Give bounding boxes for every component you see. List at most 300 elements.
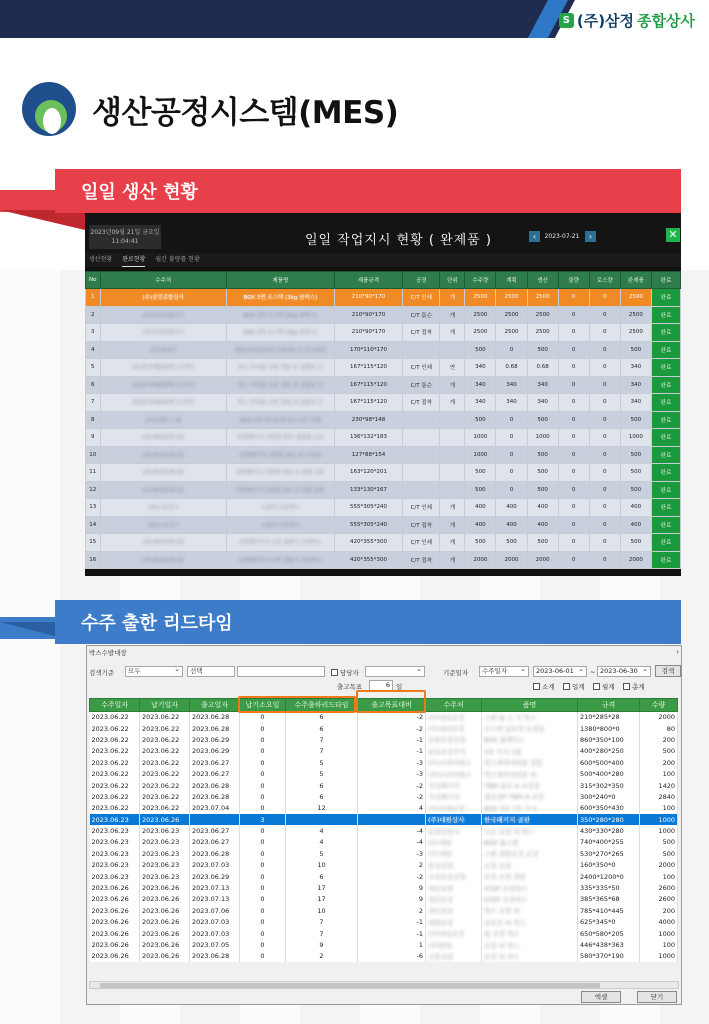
lead-time-cell: 스텐 결합포장 포장	[482, 848, 578, 859]
mes-column-header: 계획	[496, 272, 527, 289]
mes-table-row[interactable]	[86, 446, 681, 464]
mes-cell: BOX 3면 조스택 (3kg 원박스)	[226, 289, 334, 307]
mes-cell: 0	[589, 429, 620, 447]
search-keyword-input[interactable]	[237, 666, 325, 677]
mes-cell: 0	[589, 516, 620, 534]
mes-cell: 완료	[651, 446, 680, 464]
mes-cell: 340	[527, 376, 558, 394]
mes-cell: 16	[86, 551, 101, 569]
mes-table-row[interactable]	[86, 551, 681, 569]
mes-table-row[interactable]	[86, 499, 681, 517]
lead-time-row[interactable]	[90, 917, 678, 928]
mes-cell: 0	[589, 534, 620, 552]
lead-time-row[interactable]	[90, 746, 678, 757]
lead-time-cell: 600*350*430	[578, 803, 640, 814]
mes-cell: 완료	[651, 324, 680, 342]
mes-cell: 2	[86, 306, 101, 324]
mes-cell: 0	[496, 341, 527, 359]
lead-time-cell	[358, 814, 426, 825]
lead-time-cell: 0	[240, 939, 286, 950]
highlight-box-target-diff	[356, 690, 426, 713]
lead-time-cell: STEP 포장박스	[482, 882, 578, 893]
mes-cell: 0	[558, 446, 589, 464]
lead-time-cell: 0	[240, 780, 286, 791]
mes-cell: 박스 부속품 조판 전달 외 샘플링 인	[226, 376, 334, 394]
brand-name-suffix: 종합상사	[637, 12, 695, 30]
lead-time-cell: 580*370*190	[578, 951, 640, 962]
mes-cell: 한국클레이	[100, 341, 226, 359]
lead-time-cell: 100	[640, 768, 678, 779]
mes-table-row[interactable]	[86, 324, 681, 342]
lead-time-cell: 조스텐 납포장 포장용	[482, 723, 578, 734]
lead-time-row[interactable]	[90, 951, 678, 962]
lead-time-cell: 2023.06.26	[140, 905, 190, 916]
lead-time-cell: 210*285*28	[578, 712, 640, 723]
base-date-select[interactable]: 수주일자 ⌄	[479, 666, 529, 677]
lead-time-row[interactable]	[90, 712, 678, 723]
mes-cell: 400	[527, 499, 558, 517]
lead-time-cell: 7	[286, 746, 358, 757]
lead-time-cell: 500	[640, 848, 678, 859]
mes-cell: 단면패키지 간편한 회로 외 결합 종류	[226, 464, 334, 482]
mes-cell: 개	[440, 551, 465, 569]
mes-cell: 0	[589, 289, 620, 307]
manager-select[interactable]	[365, 666, 425, 677]
lead-time-cell: TBM 졸포 A 포장용	[482, 780, 578, 791]
mes-cell: (주)한국메탈플렉스코리아	[100, 376, 226, 394]
mes-cell: 500	[527, 464, 558, 482]
lead-time-cell: 우리포장산업	[426, 871, 482, 882]
search-criteria-select[interactable]: 모두 ⌄	[125, 666, 183, 677]
lead-time-cell: 0	[240, 757, 286, 768]
mes-column-header: 불량	[558, 272, 589, 289]
lead-time-cell: 2023.06.23	[140, 860, 190, 871]
lead-time-cell: 6	[286, 712, 358, 723]
mes-datetime	[89, 225, 161, 249]
mes-cell: (주)한국메탈플렉스코리아	[100, 394, 226, 412]
mes-cell: (주)스토리그	[100, 516, 226, 534]
lead-time-cell: 스텐 롤 소 식 박스	[482, 712, 578, 723]
lead-time-cell: -1	[358, 928, 426, 939]
checkbox-icon	[623, 683, 630, 690]
mes-date: 2023년09월 21일 금요일	[90, 229, 160, 236]
lead-time-row[interactable]	[90, 803, 678, 814]
lead-time-cell: 9	[358, 894, 426, 905]
mes-table-row[interactable]	[86, 394, 681, 412]
mes-cell: 2500	[620, 306, 651, 324]
lead-time-row[interactable]	[90, 825, 678, 836]
mes-cell: 500	[527, 446, 558, 464]
lead-time-cell: 2023.06.22	[140, 768, 190, 779]
lead-time-cell: 4	[286, 837, 358, 848]
lead-time-cell: 0	[240, 803, 286, 814]
lead-time-cell: 0	[240, 894, 286, 905]
lead-time-row[interactable]	[90, 848, 678, 859]
lead-time-column-header[interactable]: 수주처	[426, 699, 482, 712]
lead-time-cell: 2023.06.22	[140, 746, 190, 757]
grand-total-checkbox[interactable]	[623, 682, 645, 691]
mes-cell: 개	[440, 499, 465, 517]
mes-table-row[interactable]	[86, 534, 681, 552]
mes-cell: 0	[558, 551, 589, 569]
mes-cell	[403, 446, 440, 464]
mes-cell: 2500	[465, 324, 496, 342]
checkbox-icon	[563, 683, 570, 690]
mes-cell: C/T 접착	[403, 324, 440, 342]
lead-time-column-header[interactable]: 수주출하리드타임	[286, 699, 358, 712]
lead-time-column-header[interactable]: 납기일자	[140, 699, 190, 712]
lead-time-cell: (주)세림	[426, 837, 482, 848]
lead-time-cell: 300*240*0	[578, 791, 640, 802]
target-days-input[interactable]: 6	[369, 680, 393, 691]
mes-cell	[440, 446, 465, 464]
lead-time-row[interactable]	[90, 928, 678, 939]
lead-time-cell: 2023.06.26	[140, 814, 190, 825]
mes-cell	[403, 481, 440, 499]
mes-table-row[interactable]	[86, 481, 681, 499]
mes-cell	[440, 341, 465, 359]
lead-time-cell: 세진포장	[426, 905, 482, 916]
mes-cell: 개	[440, 306, 465, 324]
section-title-lead-time: 수주 출한 리드타임	[55, 600, 681, 644]
prev-date-button[interactable]: ‹	[529, 231, 540, 242]
lead-time-cell: 2023.06.28	[190, 848, 240, 859]
lead-time-column-header[interactable]: 수량	[640, 699, 678, 712]
lead-time-cell: 2023.07.13	[190, 894, 240, 905]
daily-total-label: 일계	[572, 683, 585, 691]
mes-column-header: 수주처	[100, 272, 226, 289]
mes-cell: 0	[589, 481, 620, 499]
lead-time-cell: 2023.06.22	[140, 803, 190, 814]
lead-time-cell: 5	[286, 768, 358, 779]
subtotal-checkbox[interactable]	[533, 682, 555, 691]
mes-cell: 400	[465, 516, 496, 534]
lead-time-cell: 2023.06.26	[140, 917, 190, 928]
lead-time-row[interactable]	[90, 837, 678, 848]
mes-cell: 개	[440, 376, 465, 394]
lead-time-cell: 200	[640, 905, 678, 916]
lead-time-cell: 430*330*280	[578, 825, 640, 836]
mes-cell: 0	[558, 534, 589, 552]
search-criteria-label: 검색기준	[89, 669, 115, 677]
mes-cell: 4	[86, 341, 101, 359]
lead-time-cell: 17	[286, 894, 358, 905]
mes-cell: 500	[465, 481, 496, 499]
mes-cell: 완료	[651, 289, 680, 307]
window-title: 박스수발대장	[89, 649, 127, 657]
mes-table-row[interactable]	[86, 341, 681, 359]
lead-time-cell: 4	[358, 803, 426, 814]
mes-cell: (주)에버밀레니엄	[100, 446, 226, 464]
lead-time-cell: 동화포장산업	[426, 734, 482, 745]
tab-production[interactable]: 생산현황	[89, 256, 113, 263]
mes-column-header: 완료	[651, 272, 680, 289]
mes-cell: 340	[620, 394, 651, 412]
lead-time-cell: 100	[640, 939, 678, 950]
lead-time-cell: 0	[240, 848, 286, 859]
lead-time-row[interactable]	[90, 814, 678, 825]
mes-cell: 6	[86, 376, 101, 394]
date-from-input[interactable]: 2023-06-01 ⌄	[533, 666, 587, 677]
lead-time-cell: 한성산업	[426, 860, 482, 871]
lead-time-cell: 385*365*68	[578, 894, 640, 905]
lead-time-cell: 2	[358, 905, 426, 916]
lead-time-cell: 1000	[640, 928, 678, 939]
lead-time-cell: -3	[358, 768, 426, 779]
mes-cell: 163*120*201	[334, 464, 402, 482]
mes-tabs	[85, 253, 681, 267]
close-window-button[interactable]: 닫기	[637, 991, 677, 1003]
mes-cell: 2500	[496, 306, 527, 324]
lead-time-cell: 2023.06.22	[140, 734, 190, 745]
lead-time-cell: (주)대성포장	[426, 928, 482, 939]
lead-time-cell: 2023.06.22	[90, 734, 140, 745]
lead-time-cell: 2023.06.23	[140, 837, 190, 848]
mes-cell: 133*130*167	[334, 481, 402, 499]
mes-table-row[interactable]	[86, 306, 681, 324]
section-corner	[0, 210, 85, 230]
mes-cell: 2500	[465, 306, 496, 324]
mes-table-row[interactable]	[86, 359, 681, 377]
lead-time-row[interactable]	[90, 757, 678, 768]
mes-cell: 500	[527, 534, 558, 552]
mes-cell: 0	[589, 446, 620, 464]
monthly-total-checkbox[interactable]	[593, 682, 615, 691]
lead-time-column-header[interactable]: 출고일자	[190, 699, 240, 712]
mes-cell	[440, 464, 465, 482]
mes-cell: 3	[86, 324, 101, 342]
lead-time-cell: 2023.06.27	[190, 768, 240, 779]
page-header	[22, 82, 398, 136]
horizontal-scrollbar[interactable]	[89, 981, 679, 989]
mes-cell: 500	[527, 481, 558, 499]
lead-time-cell: 7	[286, 928, 358, 939]
lead-time-column-header[interactable]: 품명	[482, 699, 578, 712]
mes-cell: 0	[589, 551, 620, 569]
mes-cell: 0	[589, 499, 620, 517]
lead-time-cell: -1	[358, 746, 426, 757]
target-label: 출고목표	[337, 683, 363, 691]
lead-time-cell: 0	[240, 837, 286, 848]
mes-table-row[interactable]	[86, 516, 681, 534]
lead-time-cell: 2840	[640, 791, 678, 802]
mes-cell: (주)삼정종합상사	[100, 324, 226, 342]
mes-cell: 500	[620, 411, 651, 429]
mes-cell: 0	[558, 359, 589, 377]
mes-cell: 0	[589, 306, 620, 324]
lead-time-cell: -2	[358, 871, 426, 882]
page-title: 생산공정시스템(MES)	[92, 94, 399, 131]
mes-cell: 단면패키지 F 1면 결합이 포장박스	[226, 534, 334, 552]
lead-time-row[interactable]	[90, 734, 678, 745]
mes-dashboard	[85, 213, 681, 576]
grand-total-label: 총계	[632, 683, 645, 691]
mes-cell: 단면패키지 간편한 회로 외 조포용	[226, 446, 334, 464]
mes-cell: 500	[465, 411, 496, 429]
lead-time-cell: 100	[640, 803, 678, 814]
lead-time-column-header[interactable]: 수주일자	[90, 699, 140, 712]
mes-cell: 14	[86, 516, 101, 534]
mes-cell: 0	[558, 481, 589, 499]
mes-cell: 400	[620, 499, 651, 517]
mes-cell: 500	[620, 341, 651, 359]
lead-time-cell: 1000	[640, 814, 678, 825]
mes-cell	[403, 429, 440, 447]
lead-time-cell: 600*500*400	[578, 757, 640, 768]
lead-time-column-header[interactable]: 납기소요일	[240, 699, 286, 712]
lead-time-table	[89, 698, 678, 962]
lead-time-cell: 2600	[640, 894, 678, 905]
lead-time-cell: 2023.06.22	[140, 712, 190, 723]
mes-cell: 340	[527, 394, 558, 412]
checkbox-icon	[593, 683, 600, 690]
mes-cell: 340	[465, 394, 496, 412]
lead-time-cell: 2023.06.26	[140, 882, 190, 893]
mes-cell: C/T 인쇄	[403, 534, 440, 552]
mes-cell: 167*115*120	[334, 394, 402, 412]
lead-time-cell: 3	[240, 814, 286, 825]
lead-time-cell: 동양산업사	[426, 825, 482, 836]
lead-time-row[interactable]	[90, 860, 678, 871]
mes-cell: 210*90*170	[334, 289, 402, 307]
lead-time-cell: 0	[240, 791, 286, 802]
lead-time-cell: 2023.06.29	[190, 871, 240, 882]
mes-cell: 소용량 포장박스	[226, 499, 334, 517]
lead-time-cell: 0	[240, 723, 286, 734]
mes-cell: 136*132*183	[334, 429, 402, 447]
lead-time-row[interactable]	[90, 791, 678, 802]
date-to-input[interactable]: 2023-06-30 ⌄	[597, 666, 651, 677]
mes-cell: 단면패키지 간편한 회로 외 결합 종류	[226, 481, 334, 499]
scrollbar-thumb[interactable]	[100, 983, 600, 988]
mes-cell: 완료	[651, 306, 680, 324]
lead-time-cell: 7	[286, 734, 358, 745]
lead-time-cell: (주)대원상사	[426, 814, 482, 825]
mes-cell: 12	[86, 481, 101, 499]
lead-time-cell: 2023.06.22	[90, 757, 140, 768]
mes-cell: 완료	[651, 376, 680, 394]
lead-time-row[interactable]	[90, 905, 678, 916]
lead-time-cell: 조포 포장 외 박스	[482, 825, 578, 836]
mes-cell: 170*110*170	[334, 341, 402, 359]
mes-cell: 167*115*120	[334, 376, 402, 394]
lead-time-cell: 2023.07.04	[190, 803, 240, 814]
lead-time-cell: 6	[286, 791, 358, 802]
mes-cell: (주)에버밀레니엄	[100, 534, 226, 552]
mes-cell: 2500	[527, 324, 558, 342]
lead-time-cell: 9	[358, 882, 426, 893]
section-accent	[0, 190, 60, 212]
lead-time-cell: 160*350*0	[578, 860, 640, 871]
manager-checkbox[interactable]	[331, 668, 359, 677]
mes-table-row[interactable]	[86, 289, 681, 307]
mes-cell: 2500	[527, 289, 558, 307]
mes-column-header: 수주량	[465, 272, 496, 289]
lead-time-row[interactable]	[90, 780, 678, 791]
mes-cell: 555*305*240	[334, 516, 402, 534]
mes-cell: 340	[496, 394, 527, 412]
lead-time-row[interactable]	[90, 871, 678, 882]
subtotal-label: 소계	[542, 683, 555, 691]
lead-time-cell: -2	[358, 791, 426, 802]
mes-cell: 0	[558, 429, 589, 447]
lead-time-column-header[interactable]: 규격	[578, 699, 640, 712]
lead-time-row[interactable]	[90, 939, 678, 950]
lead-time-cell: 2023.07.03	[190, 860, 240, 871]
lead-time-cell: 한국패키지 골판	[482, 814, 578, 825]
lead-time-cell: 0	[240, 871, 286, 882]
daily-total-checkbox[interactable]	[563, 682, 585, 691]
mes-cell: 1	[86, 289, 101, 307]
lead-time-cell: 2023.06.28	[190, 951, 240, 962]
mes-cell: 개	[440, 324, 465, 342]
mes-cell: BOX 5면 배고은재 출포 1단 인쇄	[226, 411, 334, 429]
mes-cell: 0	[496, 411, 527, 429]
tab-monthly-defect[interactable]: 월간 불량률 현황	[155, 256, 200, 263]
mes-cell: 500	[620, 481, 651, 499]
mes-cell: 500	[465, 464, 496, 482]
excel-button[interactable]: 엑셀	[581, 991, 621, 1003]
lead-time-cell: 포장 외 박스	[482, 951, 578, 962]
lead-time-cell: 대양포장	[426, 917, 482, 928]
close-button[interactable]: ✕	[666, 228, 680, 242]
next-date-button[interactable]: ›	[585, 231, 596, 242]
mes-table-row[interactable]	[86, 411, 681, 429]
mes-cell: 500	[527, 341, 558, 359]
lead-time-cell: 785*410*445	[578, 905, 640, 916]
mes-cell: (주)한국메탈플렉스코리아	[100, 359, 226, 377]
lead-time-cell: 0	[240, 951, 286, 962]
mes-cell: 0	[589, 394, 620, 412]
lead-time-cell: 2023.06.22	[140, 780, 190, 791]
lead-time-cell: 2023.06.28	[190, 780, 240, 791]
mes-cell: BOX 3면 조스택 (3kg 원박스)	[226, 306, 334, 324]
mes-table-row[interactable]	[86, 376, 681, 394]
mes-cell: 0	[589, 464, 620, 482]
search-keyword-select[interactable]: 선택	[187, 666, 235, 677]
search-button[interactable]: 검색	[655, 665, 681, 677]
lead-time-row[interactable]	[90, 768, 678, 779]
mes-time: 11:04:41	[111, 238, 139, 245]
lead-time-cell: 0	[240, 905, 286, 916]
lead-time-cell: 1000	[640, 825, 678, 836]
lead-time-cell: 동일포장주식	[426, 746, 482, 757]
lead-time-cell: 2	[358, 860, 426, 871]
lead-time-row[interactable]	[90, 882, 678, 893]
lead-time-row[interactable]	[90, 894, 678, 905]
mes-cell: 2000	[465, 551, 496, 569]
tab-completed[interactable]: 완료현황	[122, 253, 145, 267]
mes-cell: (주)에버밀레니엄	[100, 464, 226, 482]
mes-cell: 완료	[651, 341, 680, 359]
lead-time-cell: 740*400*255	[578, 837, 640, 848]
lead-time-cell: 2023.06.23	[90, 860, 140, 871]
lead-time-row[interactable]	[90, 723, 678, 734]
mes-table-row[interactable]	[86, 429, 681, 447]
lead-time-cell: 2023.06.26	[90, 894, 140, 905]
scroll-right-icon[interactable]: ›	[676, 648, 679, 656]
mes-cell: 400	[496, 516, 527, 534]
mes-table-row[interactable]	[86, 464, 681, 482]
mes-cell: 400	[620, 516, 651, 534]
lead-time-cell: 2023.06.26	[90, 939, 140, 950]
lead-time-column-header[interactable]: 출고목표대비	[358, 699, 426, 712]
lead-time-cell: 박스제작의뢰품 결합	[482, 757, 578, 768]
mes-cell: C/T 접착	[403, 394, 440, 412]
mes-cell: (주)에버밀레니엄	[100, 551, 226, 569]
mes-cell: 340	[496, 376, 527, 394]
lead-time-cell: 6	[286, 780, 358, 791]
